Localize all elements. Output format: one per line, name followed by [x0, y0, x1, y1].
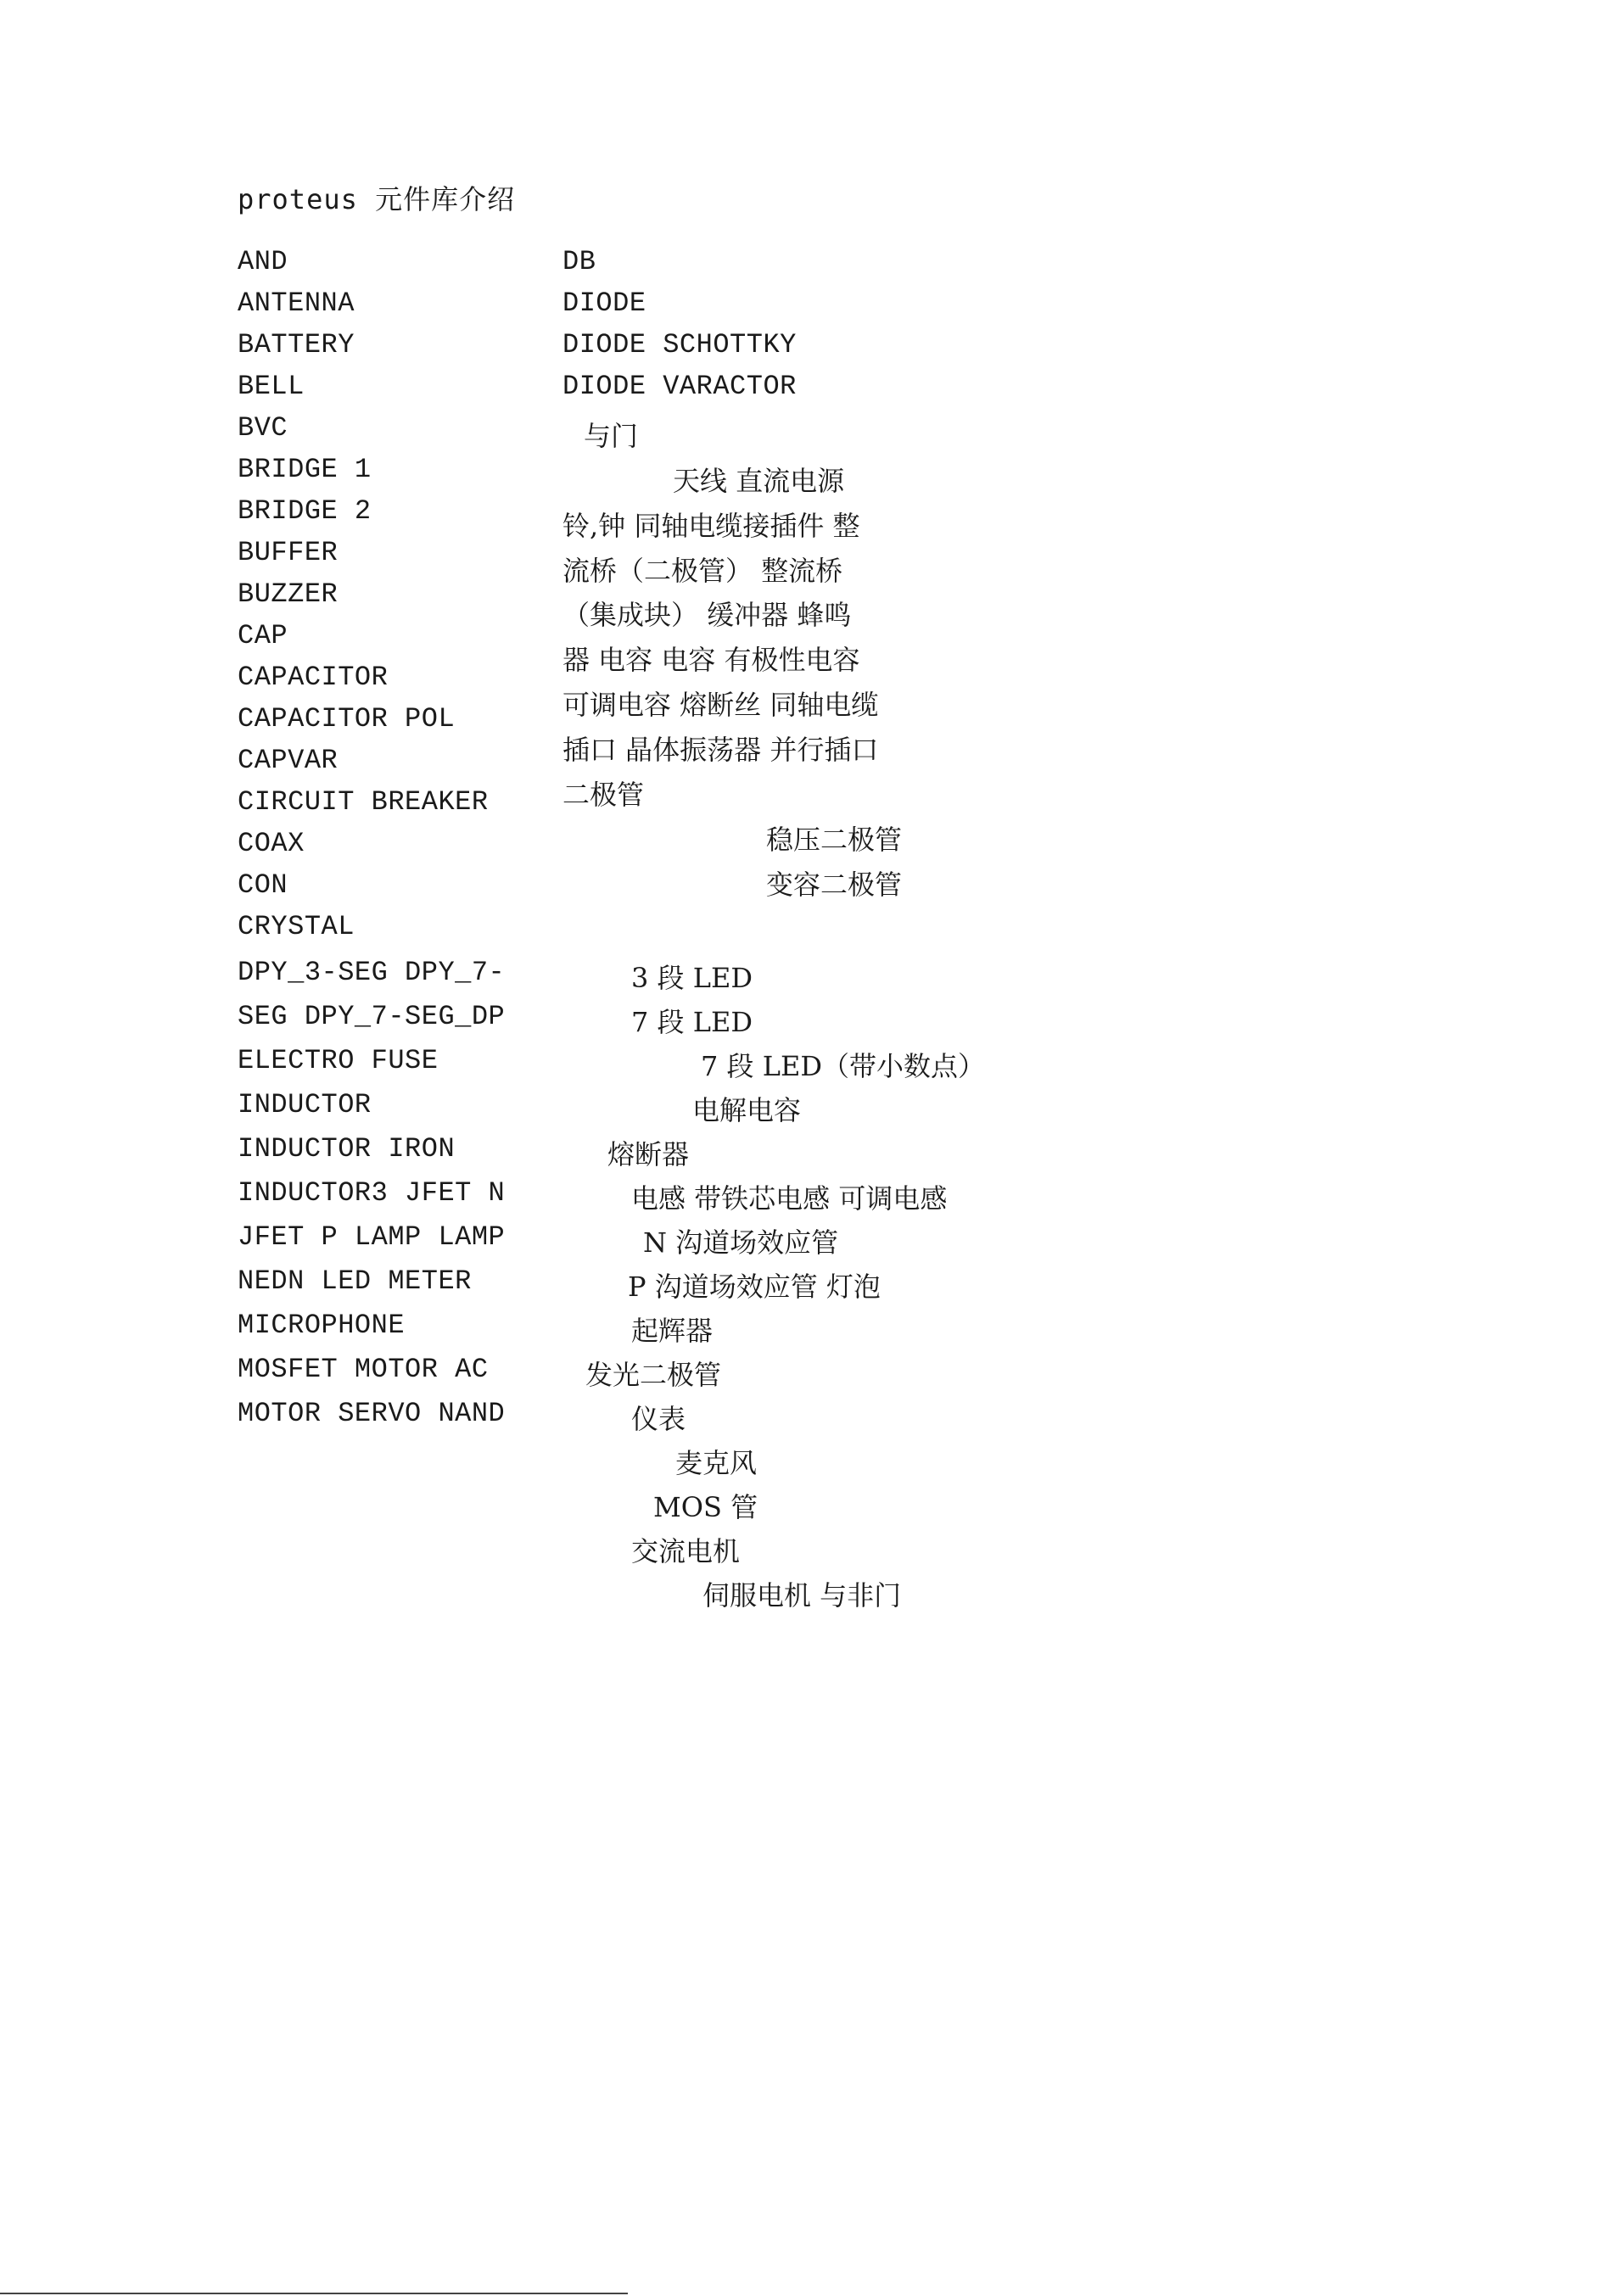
- list-item: CIRCUIT BREAKER: [238, 786, 489, 818]
- list-item: SEG DPY_7-SEG_DP: [238, 1001, 506, 1032]
- list-item: BUFFER: [238, 537, 339, 568]
- cn-line: 器 电容 电容 有极性电容: [562, 644, 860, 676]
- cn-line: 麦克风: [675, 1447, 758, 1479]
- cn-line: 仪表: [631, 1403, 686, 1435]
- cn-line: 铃,钟 同轴电缆接插件 整: [562, 510, 860, 542]
- cn-line: N 沟道场效应管: [643, 1226, 839, 1259]
- cn-line: 交流电机: [631, 1535, 741, 1567]
- cn-line: 可调电容 熔断丝 同轴电缆: [562, 689, 879, 721]
- list-item: INDUCTOR3 JFET N: [238, 1177, 506, 1209]
- list-item: DIODE VARACTOR: [562, 371, 797, 402]
- list-item: BVC: [238, 412, 288, 444]
- cn-line: 7 段 LED（带小数点）: [701, 1050, 985, 1082]
- list-item: CRYSTAL: [238, 911, 355, 942]
- cn-line: 7 段 LED: [631, 1006, 753, 1038]
- list-item: CAPVAR: [238, 745, 339, 776]
- cn-line: P 沟道场效应管 灯泡: [628, 1271, 881, 1303]
- list-item: CAPACITOR POL: [238, 703, 456, 735]
- title-prefix: proteus: [238, 183, 358, 215]
- list-item: DIODE: [562, 288, 646, 319]
- list-item: BATTERY: [238, 329, 355, 360]
- cn-line: 天线 直流电源: [673, 465, 845, 497]
- cn-line: 流桥（二极管） 整流桥: [562, 555, 843, 587]
- list-item: DPY_3-SEG DPY_7-: [238, 957, 506, 988]
- list-item: ANTENNA: [238, 288, 355, 319]
- list-item: COAX: [238, 828, 305, 859]
- cn-line: 变容二极管: [766, 869, 903, 901]
- list-item: BELL: [238, 371, 305, 402]
- cn-line: MOS 管: [653, 1491, 758, 1523]
- cn-line: 发光二极管: [585, 1359, 722, 1391]
- list-item: CAPACITOR: [238, 662, 389, 693]
- list-item: MICROPHONE: [238, 1310, 406, 1341]
- cn-line: （集成块） 缓冲器 蜂鸣: [562, 599, 852, 631]
- list-item: MOTOR SERVO NAND: [238, 1398, 506, 1429]
- cn-line: 3 段 LED: [631, 962, 753, 994]
- list-item: CAP: [238, 620, 288, 651]
- footer-rule: [0, 2293, 628, 2294]
- cn-line: 与门: [584, 420, 639, 452]
- title-cjk: 元件库介绍: [375, 183, 516, 215]
- cn-line: 二极管: [562, 779, 645, 811]
- cn-line: 电解电容: [692, 1094, 802, 1126]
- list-item: INDUCTOR: [238, 1089, 372, 1120]
- list-item: BRIDGE 2: [238, 495, 372, 527]
- list-item: BRIDGE 1: [238, 454, 372, 485]
- list-item: DIODE SCHOTTKY: [562, 329, 797, 360]
- list-item: AND: [238, 246, 288, 277]
- list-item: DB: [562, 246, 596, 277]
- cn-line: 起辉器: [631, 1315, 714, 1347]
- cn-line: 电感 带铁芯电感 可调电感: [631, 1182, 948, 1215]
- list-item: MOSFET MOTOR AC: [238, 1354, 489, 1385]
- list-item: BUZZER: [238, 578, 339, 610]
- cn-line: 熔断器: [607, 1138, 690, 1170]
- list-item: ELECTRO FUSE: [238, 1045, 439, 1076]
- cn-line: 伺服电机 与非门: [702, 1579, 902, 1612]
- list-item: INDUCTOR IRON: [238, 1133, 456, 1165]
- list-item: NEDN LED METER: [238, 1265, 472, 1297]
- cn-line: 插口 晶体振荡器 并行插口: [562, 734, 879, 766]
- list-item: CON: [238, 869, 288, 901]
- page-title: [238, 178, 515, 217]
- list-item: JFET P LAMP LAMP: [238, 1221, 506, 1253]
- cn-line: 稳压二极管: [766, 824, 903, 856]
